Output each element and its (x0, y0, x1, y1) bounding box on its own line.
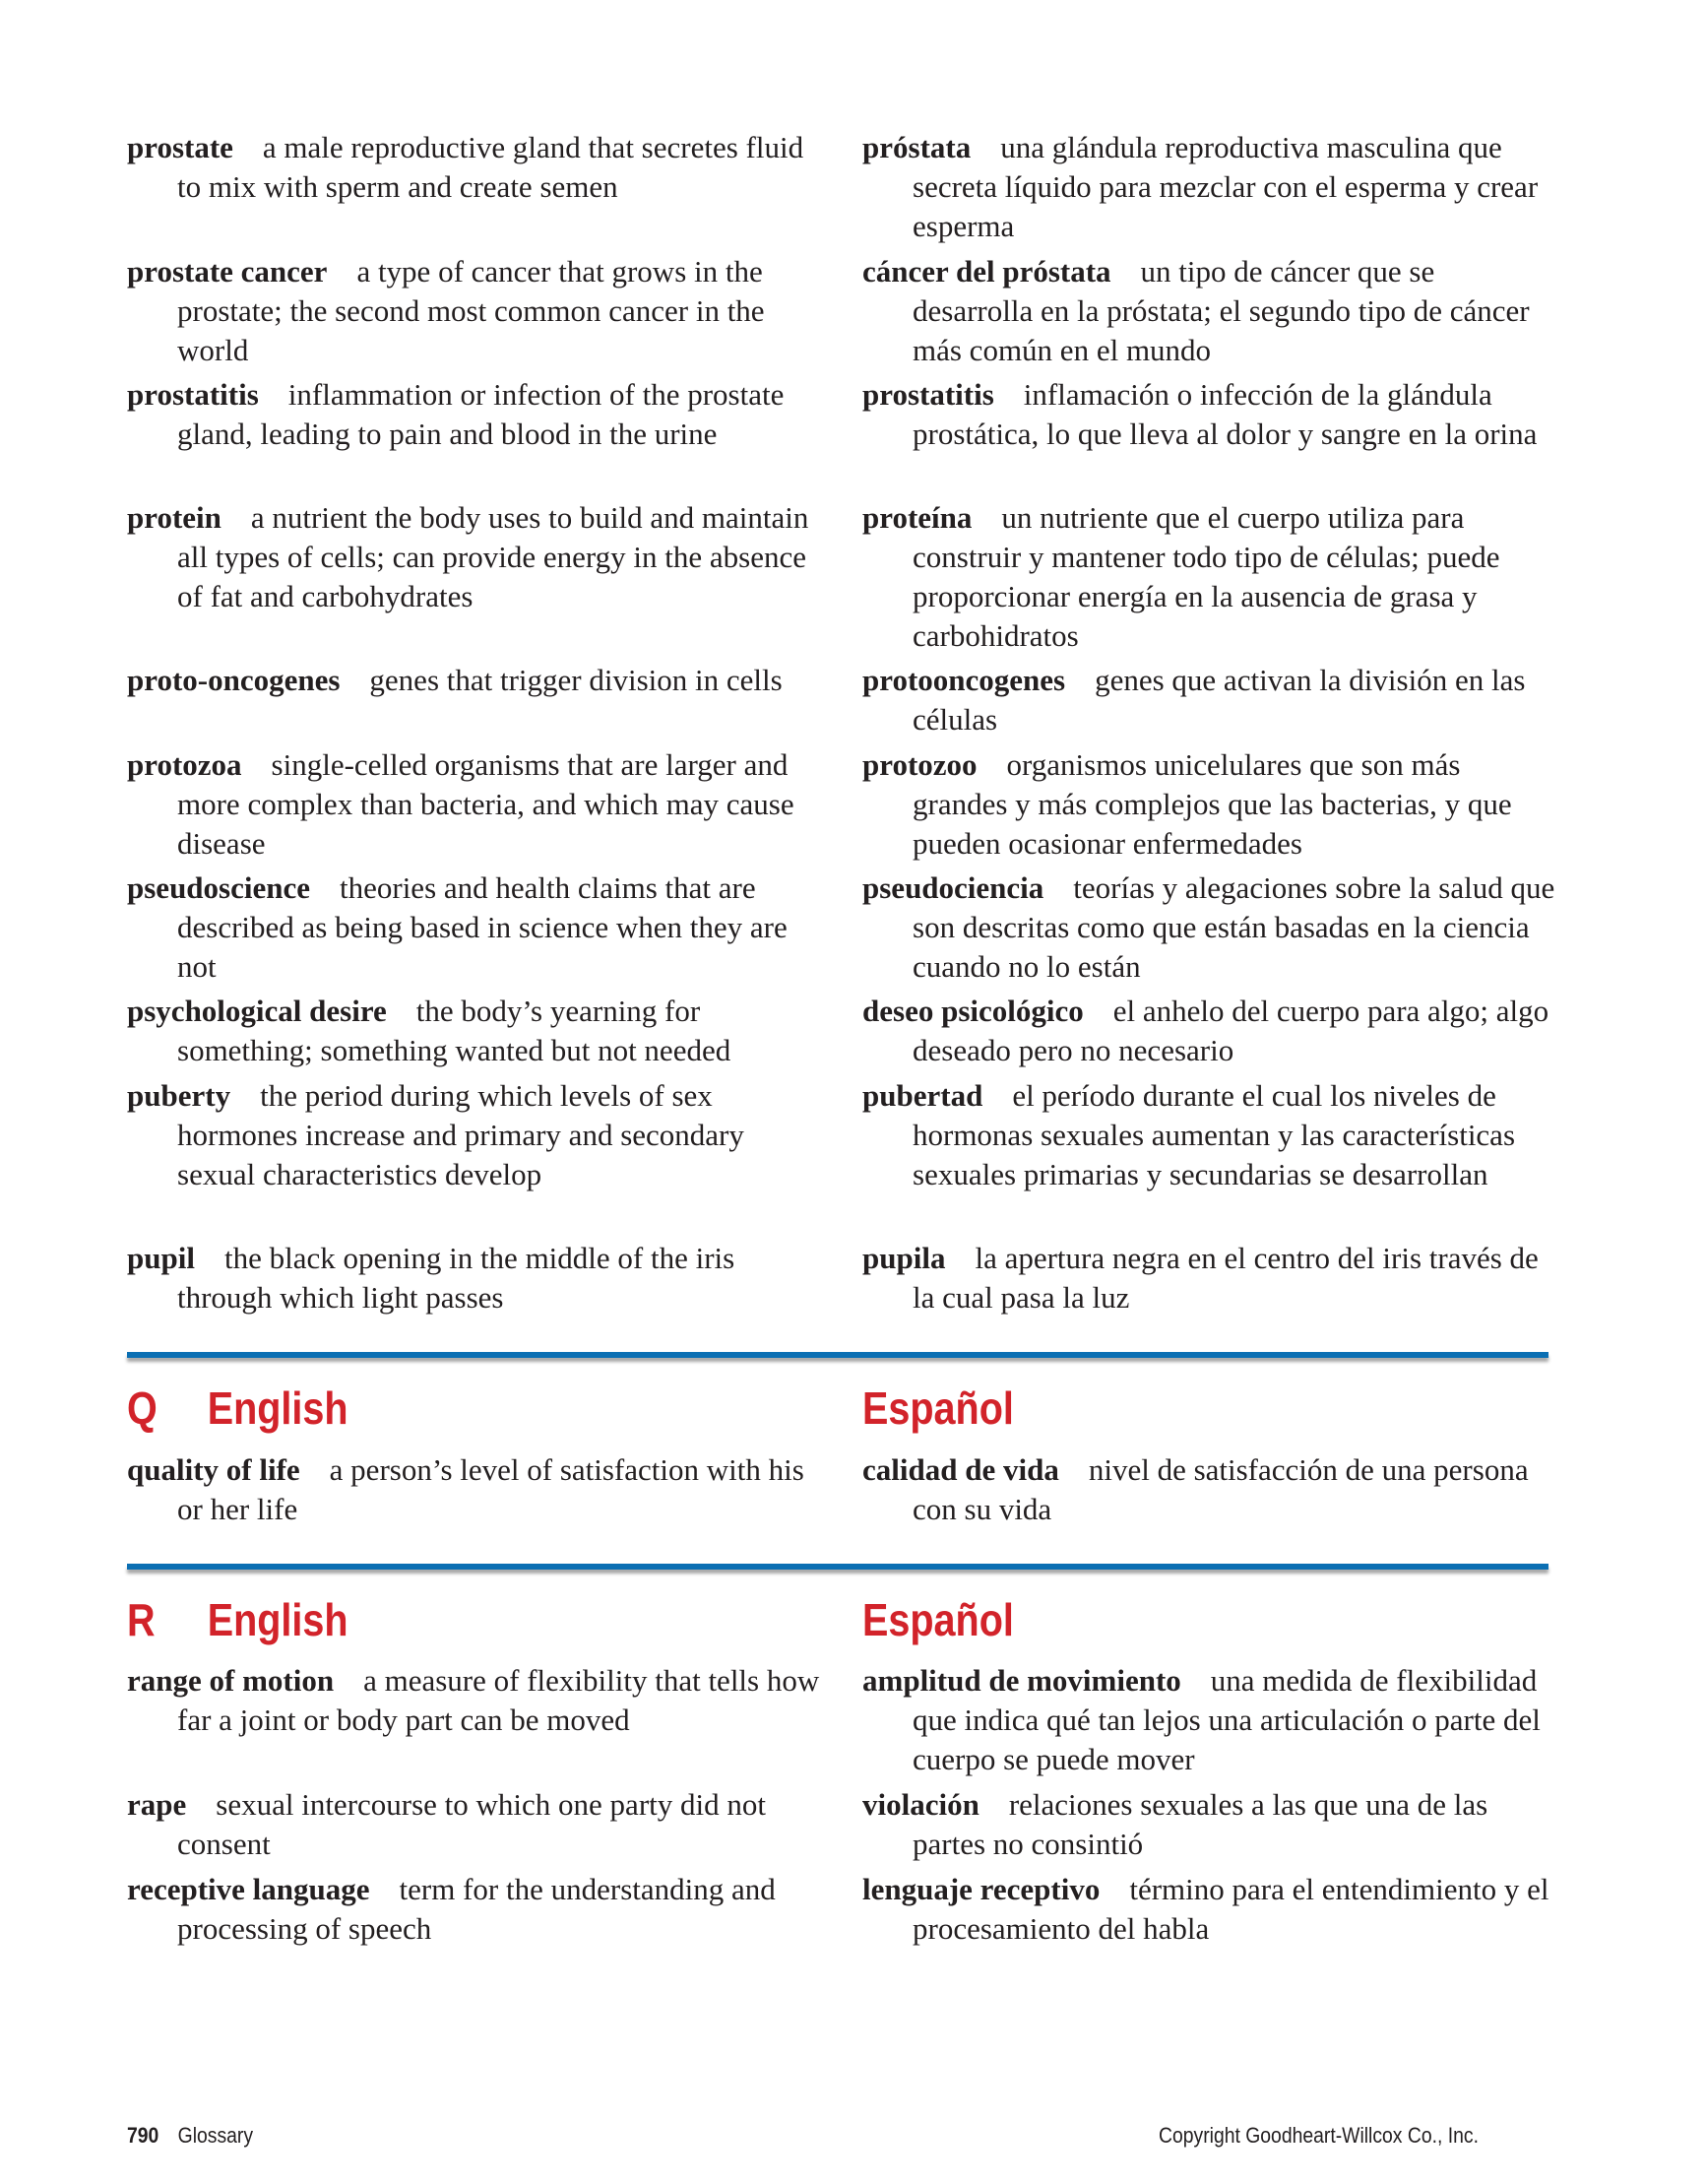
entry-en-receptive-language (127, 1870, 826, 1949)
entry-es-calidad-de-vida (862, 1450, 1561, 1529)
entry-en-quality-of-life (127, 1450, 826, 1529)
term: protein (127, 500, 221, 535)
entry-es-pupila (862, 1239, 1561, 1317)
term: próstata (862, 130, 972, 164)
entry-es-deseo-psicologico (862, 992, 1561, 1070)
term: pseudociencia (862, 870, 1044, 905)
entry-en-protein (127, 498, 826, 616)
definition: inflamación o infección de la glándula prostática, lo que lleva al dolor y sangre en la orina (913, 377, 1538, 451)
term: pupil (127, 1241, 195, 1275)
term: rape (127, 1787, 187, 1822)
heading-espanol: Español (862, 1382, 1014, 1434)
term: amplitud de movimiento (862, 1663, 1181, 1698)
term: puberty (127, 1078, 231, 1113)
definition: the period during which levels of sex hormones increase and primary and secondary sexual characteristics develop (177, 1078, 744, 1191)
definition: una medida de flexibilidad que indica qué tan lejos una articulación o parte del cuerpo se puede mover (913, 1663, 1541, 1776)
definition: the black opening in the middle of the iris through which light passes (177, 1241, 735, 1315)
definition: el período durante el cual los niveles de hormonas sexuales aumentan y las características sexuales primarias y secundarias se desarrollan (913, 1078, 1516, 1191)
entry-es-pseudociencia (862, 868, 1561, 987)
entry-es-violacion (862, 1785, 1561, 1864)
section-divider-q (127, 1352, 1548, 1358)
term: pseudoscience (127, 870, 310, 905)
definition: a type of cancer that grows in the prostate; the second most common cancer in the world (177, 254, 765, 367)
term: proto-oncogenes (127, 663, 341, 697)
definition: a nutrient the body uses to build and maintain all types of cells; can provide energy in the absence of fat and carbohydrates (177, 500, 809, 613)
definition: relaciones sexuales a las que una de las partes no consintió (913, 1787, 1488, 1861)
term: deseo psicológico (862, 994, 1084, 1028)
entry-es-prostatitis (862, 375, 1561, 454)
term: range of motion (127, 1663, 335, 1698)
entry-es-pubertad (862, 1076, 1561, 1194)
section-heading-q-espanol (862, 1383, 1014, 1433)
definition: nivel de satisfacción de una persona con su vida (913, 1452, 1529, 1526)
entry-en-psychological-desire (127, 992, 826, 1070)
term: protozoo (862, 747, 978, 782)
definition: theories and health claims that are described as being based in science when they are not (177, 870, 788, 984)
section-divider-r (127, 1564, 1548, 1570)
term: cáncer del próstata (862, 254, 1111, 289)
term: proteína (862, 500, 973, 535)
term: violación (862, 1787, 979, 1822)
definition: teorías y alegaciones sobre la salud que son descritas como que están basadas en la ciencia cuando no lo están (913, 870, 1555, 984)
term: prostatitis (127, 377, 259, 412)
section-letter: R (127, 1594, 156, 1645)
entry-es-proteina (862, 498, 1561, 656)
entry-es-cancer-del-prostata (862, 252, 1561, 370)
definition: un nutriente que el cuerpo utiliza para construir y mantener todo tipo de células; puede proporcionar energía en la ausencia de grasa y carbohidratos (913, 500, 1500, 653)
definition: a male reproductive gland that secretes fluid to mix with sperm and create semen (177, 130, 804, 204)
definition: término para el entendimiento y el procesamiento del habla (913, 1872, 1549, 1946)
section-heading-r-espanol (862, 1595, 1014, 1644)
entry-en-prostatitis (127, 375, 826, 454)
definition: un tipo de cáncer que se desarrolla en la próstata; el segundo tipo de cáncer más común en el mundo (913, 254, 1530, 367)
definition: organismos unicelulares que son más grandes y más complejos que las bacterias, y que pueden ocasionar enfermedades (913, 747, 1512, 861)
definition: sexual intercourse to which one party did not consent (177, 1787, 766, 1861)
footer-section: Glossary (177, 2123, 254, 2148)
definition: a measure of flexibility that tells how far a joint or body part can be moved (177, 1663, 820, 1737)
term: prostate (127, 130, 233, 164)
definition: the body’s yearning for something; something wanted but not needed (177, 994, 731, 1067)
definition: una glándula reproductiva masculina que secreta líquido para mezclar con el esperma y crear esperma (913, 130, 1539, 243)
entry-en-range-of-motion (127, 1661, 826, 1740)
entry-en-prostate (127, 128, 826, 207)
definition: a person’s level of satisfaction with his or her life (177, 1452, 804, 1526)
entry-en-proto-oncogenes (127, 661, 826, 700)
entry-en-pseudoscience (127, 868, 826, 987)
copyright: Copyright Goodheart-Willcox Co., Inc. (1159, 2123, 1479, 2148)
entry-en-puberty (127, 1076, 826, 1194)
entry-es-protozoo (862, 745, 1561, 864)
term: protozoa (127, 747, 242, 782)
footer-left (127, 2123, 253, 2149)
term: quality of life (127, 1452, 300, 1487)
term: calidad de vida (862, 1452, 1059, 1487)
section-heading-q-english (127, 1383, 348, 1433)
definition: inflammation or infection of the prostate gland, leading to pain and blood in the urine (177, 377, 785, 451)
term: prostatitis (862, 377, 994, 412)
entry-en-protozoa (127, 745, 826, 864)
entry-es-protooncogenes (862, 661, 1561, 739)
term: pupila (862, 1241, 946, 1275)
section-heading-r-english (127, 1595, 348, 1644)
definition: genes que activan la división en las células (913, 663, 1526, 737)
entry-en-prostate-cancer (127, 252, 826, 370)
term: psychological desire (127, 994, 387, 1028)
entry-es-lenguaje-receptivo (862, 1870, 1561, 1949)
entry-es-prostata (862, 128, 1561, 246)
definition: el anhelo del cuerpo para algo; algo deseado pero no necesario (913, 994, 1549, 1067)
term: lenguaje receptivo (862, 1872, 1101, 1906)
definition: la apertura negra en el centro del iris través de la cual pasa la luz (913, 1241, 1539, 1315)
term: receptive language (127, 1872, 370, 1906)
term: prostate cancer (127, 254, 328, 289)
section-letter: Q (127, 1382, 158, 1434)
definition: single-celled organisms that are larger and more complex than bacteria, and which may cause disease (177, 747, 794, 861)
page-number: 790 (127, 2123, 159, 2148)
heading-espanol: Español (862, 1594, 1014, 1645)
entry-en-rape (127, 1785, 826, 1864)
term: protooncogenes (862, 663, 1066, 697)
heading-english: English (207, 1382, 348, 1434)
heading-english: English (207, 1594, 348, 1645)
entry-es-amplitud-de-movimiento (862, 1661, 1561, 1779)
entry-en-pupil (127, 1239, 826, 1317)
term: pubertad (862, 1078, 983, 1113)
definition: term for the understanding and processing of speech (177, 1872, 776, 1946)
definition: genes that trigger division in cells (369, 663, 783, 697)
